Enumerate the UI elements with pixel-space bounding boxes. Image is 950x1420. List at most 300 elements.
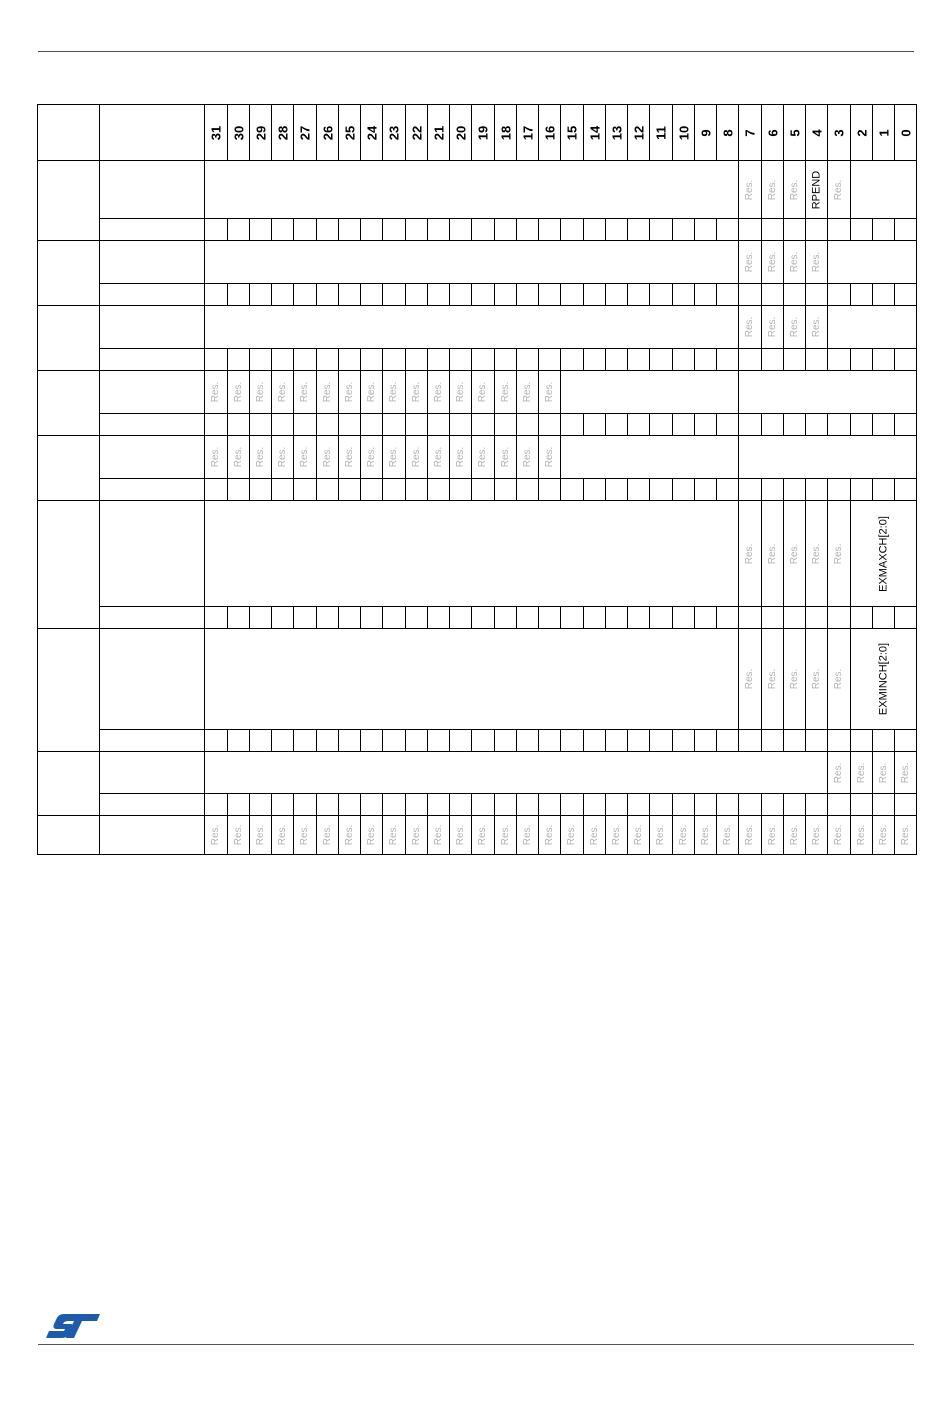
- reset-value-cell: [717, 349, 739, 371]
- register-field-row: [38, 816, 917, 855]
- reset-value-cell: [806, 479, 828, 501]
- unused-field: [205, 752, 828, 794]
- reset-value-cell: [272, 219, 294, 241]
- reserved-label: Res.: [321, 381, 333, 403]
- reserved-label: Res.: [788, 543, 800, 564]
- reset-value-cell: [250, 414, 272, 436]
- reset-value-cell: [828, 414, 851, 436]
- offset-cell: [38, 161, 100, 241]
- reset-value-cell: [450, 414, 472, 436]
- reset-value-cell: [584, 219, 606, 241]
- reserved-label: Res.: [299, 381, 310, 403]
- reset-value-cell: [650, 730, 673, 752]
- reset-value-cell: [361, 284, 383, 306]
- reserved-cell: [561, 816, 584, 855]
- bit-number: 2: [854, 128, 869, 137]
- reset-value-cell: [272, 414, 294, 436]
- rpend-field-label: RPEND: [810, 170, 822, 209]
- register-name-cell: [100, 436, 205, 479]
- reserved-cell: [294, 371, 317, 414]
- reserved-label: Res.: [744, 824, 755, 846]
- reserved-cell: [851, 816, 873, 855]
- reserved-label: Res.: [232, 824, 244, 846]
- reset-value-cell: [650, 479, 673, 501]
- offset-cell: [38, 371, 100, 436]
- reserved-label: Res.: [744, 179, 755, 200]
- reset-value-cell: [406, 607, 428, 629]
- reserved-label: Res.: [833, 179, 844, 200]
- reserved-label: Res.: [454, 446, 466, 468]
- reset-value-cell: [472, 349, 495, 371]
- reset-value-cell: [250, 349, 272, 371]
- reset-value-row: [38, 414, 917, 436]
- reserved-cell: [272, 371, 294, 414]
- reset-value-cell: [495, 284, 517, 306]
- bit-number-cell: [628, 105, 650, 161]
- reset-value-cell: [739, 794, 762, 816]
- reset-value-cell: [472, 414, 495, 436]
- reserved-label: Res.: [543, 381, 555, 403]
- bit-number: 24: [364, 125, 379, 140]
- reserved-cell: [895, 816, 917, 855]
- exmaxch-field-cell: [851, 501, 917, 607]
- reserved-label: Res.: [744, 543, 755, 564]
- reserved-cell: [228, 371, 250, 414]
- reserved-cell: [361, 436, 383, 479]
- reset-value-cell: [383, 794, 406, 816]
- reserved-cell: [628, 816, 650, 855]
- reset-value-cell: [851, 349, 873, 371]
- reset-value-cell: [873, 284, 895, 306]
- reset-value-cell: [495, 479, 517, 501]
- reset-value-cell: [472, 794, 495, 816]
- register-header-cell: [100, 105, 205, 161]
- register-name-cell: [100, 816, 205, 855]
- reset-value-cell: [294, 349, 317, 371]
- reserved-cell: [784, 161, 806, 219]
- reset-value-cell: [851, 607, 873, 629]
- bit-number: 6: [765, 128, 780, 137]
- reserved-label: Res.: [276, 381, 288, 403]
- reset-value-cell: [383, 284, 406, 306]
- reset-value-cell: [339, 349, 361, 371]
- reserved-label: Res.: [744, 668, 755, 690]
- reserved-cell: [762, 501, 784, 607]
- bit-number-cell: [851, 105, 873, 161]
- reset-value-cell: [228, 349, 250, 371]
- reset-value-cell: [851, 414, 873, 436]
- reserved-label: Res.: [766, 668, 778, 690]
- bit-number: 16: [542, 125, 557, 140]
- offset-cell: [38, 629, 100, 752]
- reset-value-cell: [762, 349, 784, 371]
- reset-value-cell: [606, 284, 628, 306]
- reserved-label: Res.: [766, 251, 778, 273]
- reset-value-cell: [228, 607, 250, 629]
- reserved-label: Res.: [788, 251, 800, 273]
- reset-value-cell: [739, 607, 762, 629]
- reset-value-cell: [205, 219, 228, 241]
- register-field-row: [38, 501, 917, 607]
- reset-value-cell: [472, 730, 495, 752]
- reserved-label: Res.: [388, 381, 399, 403]
- reset-value-cell: [673, 794, 695, 816]
- reset-value-cell: [228, 284, 250, 306]
- bit-number: 1: [876, 128, 891, 137]
- bit-number-cell: [539, 105, 561, 161]
- reserved-label: Res.: [477, 824, 488, 846]
- reserved-cell: [762, 241, 784, 284]
- reset-value-cell: [806, 349, 828, 371]
- reset-value-cell: [294, 730, 317, 752]
- bit-number: 8: [720, 128, 735, 137]
- reset-value-cell: [695, 794, 717, 816]
- reserved-label: Res.: [343, 824, 355, 846]
- bit-number: 26: [320, 125, 335, 140]
- reset-value-cell: [272, 607, 294, 629]
- reserved-label: Res.: [321, 446, 333, 468]
- reserved-cell: [762, 306, 784, 349]
- reserved-label: Res.: [810, 543, 822, 564]
- reset-value-cell: [517, 479, 539, 501]
- reset-value-cell: [450, 349, 472, 371]
- reserved-label: Res.: [810, 251, 822, 273]
- reserved-cell: [739, 161, 762, 219]
- reserved-label: Res.: [632, 824, 644, 846]
- unused-field: [205, 629, 739, 730]
- reset-value-row: [38, 730, 917, 752]
- bit-number-cell: [450, 105, 472, 161]
- reset-value-cell: [406, 219, 428, 241]
- reset-value-cell: [561, 479, 584, 501]
- reserved-label: Res.: [477, 381, 488, 403]
- reset-value-cell: [205, 284, 228, 306]
- reset-value-cell: [806, 794, 828, 816]
- reset-value-cell: [383, 349, 406, 371]
- reserved-cell: [428, 371, 450, 414]
- reserved-label: Res.: [877, 762, 889, 783]
- reserved-label: Res.: [454, 381, 466, 403]
- reset-value-cell: [517, 414, 539, 436]
- reset-value-cell: [272, 284, 294, 306]
- reset-value-cell: [762, 730, 784, 752]
- reset-value-cell: [784, 607, 806, 629]
- bit-number: 9: [698, 128, 713, 137]
- reset-value-cell: [250, 219, 272, 241]
- reset-value-cell: [361, 479, 383, 501]
- reserved-cell: [294, 436, 317, 479]
- reserved-cell: [428, 816, 450, 855]
- reserved-label: Res.: [410, 824, 422, 846]
- reserved-cell: [317, 436, 339, 479]
- reset-value-cell: [873, 794, 895, 816]
- reset-value-cell: [695, 479, 717, 501]
- reserved-cell: [584, 816, 606, 855]
- reserved-cell: [428, 436, 450, 479]
- reset-value-cell: [828, 607, 851, 629]
- reset-value-row: [38, 607, 917, 629]
- bit-number-cell: [428, 105, 450, 161]
- reserved-label: Res.: [833, 762, 844, 783]
- reserved-label: Res.: [210, 381, 221, 403]
- reset-value-cell: [695, 607, 717, 629]
- bit-number-cell: [339, 105, 361, 161]
- reserved-cell: [472, 436, 495, 479]
- bit-number: 11: [653, 125, 669, 140]
- field-cell: [851, 161, 917, 219]
- bit-number-cell: [228, 105, 250, 161]
- reset-value-cell: [272, 794, 294, 816]
- bit-number-cell: [739, 105, 762, 161]
- reset-value-cell: [895, 607, 917, 629]
- reset-value-cell: [406, 730, 428, 752]
- reserved-label: Res.: [766, 179, 778, 200]
- reset-value-cell: [406, 479, 428, 501]
- reset-value-cell: [628, 414, 650, 436]
- reserved-label: Res.: [454, 824, 466, 846]
- bit-number-cell: [205, 105, 228, 161]
- reset-value-cell: [606, 607, 628, 629]
- reserved-cell: [784, 241, 806, 284]
- reset-value-cell: [428, 794, 450, 816]
- offset-header-cell: [38, 105, 100, 161]
- reserved-label: Res.: [833, 668, 844, 690]
- reserved-label: Res.: [499, 446, 511, 468]
- register-field-row: [38, 241, 917, 284]
- reserved-cell: [806, 629, 828, 730]
- reserved-label: Res.: [410, 446, 422, 468]
- reset-value-cell: [428, 479, 450, 501]
- reserved-label: Res.: [877, 824, 889, 846]
- reset-value-cell: [361, 794, 383, 816]
- reset-value-cell: [450, 284, 472, 306]
- reserved-cell: [828, 816, 851, 855]
- reset-value-cell: [294, 794, 317, 816]
- reserved-cell: [762, 629, 784, 730]
- reset-value-row: [38, 794, 917, 816]
- register-name-cell: [100, 371, 205, 414]
- reserved-cell: [806, 306, 828, 349]
- field-cell: [561, 371, 739, 414]
- reset-value-cell: [205, 414, 228, 436]
- reset-value-cell: [762, 794, 784, 816]
- bit-number-cell: [472, 105, 495, 161]
- reset-value-cell: [406, 414, 428, 436]
- reset-value-cell: [450, 219, 472, 241]
- reserved-label: Res.: [232, 381, 244, 403]
- reset-value-cell: [628, 284, 650, 306]
- reset-value-cell: [717, 284, 739, 306]
- bit-number-cell: [383, 105, 406, 161]
- reserved-label: Res.: [543, 446, 555, 468]
- reset-value-cell: [450, 730, 472, 752]
- reset-value-cell: [428, 219, 450, 241]
- reserved-label: Res.: [655, 824, 666, 846]
- bit-number-cell: [294, 105, 317, 161]
- reset-value-cell: [250, 284, 272, 306]
- reset-value-cell: [828, 219, 851, 241]
- reset-value-cell: [762, 284, 784, 306]
- reset-value-cell: [561, 730, 584, 752]
- reset-value-cell: [739, 730, 762, 752]
- reset-value-cell: [762, 219, 784, 241]
- reserved-cell: [250, 371, 272, 414]
- reset-value-cell: [873, 414, 895, 436]
- reserved-label: Res.: [788, 179, 800, 200]
- reset-value-cell: [628, 479, 650, 501]
- reset-label-cell: [100, 284, 205, 306]
- reset-value-cell: [650, 349, 673, 371]
- bit-number: 31: [208, 125, 224, 140]
- reset-value-cell: [317, 414, 339, 436]
- reset-value-cell: [873, 349, 895, 371]
- reset-value-cell: [739, 479, 762, 501]
- reserved-label: Res.: [766, 316, 778, 338]
- bit-number: 14: [587, 125, 602, 140]
- reset-value-cell: [205, 349, 228, 371]
- reset-value-cell: [539, 414, 561, 436]
- bit-number-cell: [650, 105, 673, 161]
- reserved-cell: [806, 816, 828, 855]
- reserved-cell: [539, 816, 561, 855]
- reserved-cell: [739, 306, 762, 349]
- bit-number: 18: [498, 125, 513, 140]
- reset-label-cell: [100, 219, 205, 241]
- reset-value-cell: [717, 479, 739, 501]
- reset-value-cell: [650, 607, 673, 629]
- reserved-cell: [739, 629, 762, 730]
- reset-value-cell: [584, 730, 606, 752]
- offset-cell: [38, 752, 100, 816]
- reserved-cell: [472, 371, 495, 414]
- reset-label-cell: [100, 414, 205, 436]
- reset-value-cell: [339, 414, 361, 436]
- offset-cell: [38, 436, 100, 501]
- reset-value-cell: [205, 607, 228, 629]
- exmaxch-field-label: EXMAXCH[2:0]: [877, 515, 889, 592]
- reserved-cell: [650, 816, 673, 855]
- reserved-label: Res.: [699, 824, 711, 846]
- register-field-row: [38, 161, 917, 219]
- reserved-label: Res.: [276, 824, 288, 846]
- reset-value-cell: [739, 219, 762, 241]
- reserved-cell: [294, 816, 317, 855]
- reserved-label: Res.: [721, 824, 733, 846]
- reserved-cell: [517, 371, 539, 414]
- reserved-cell: [806, 241, 828, 284]
- reset-label-cell: [100, 479, 205, 501]
- reset-value-cell: [317, 349, 339, 371]
- reset-value-cell: [584, 479, 606, 501]
- reset-value-cell: [784, 349, 806, 371]
- reset-value-cell: [495, 414, 517, 436]
- reset-value-cell: [717, 607, 739, 629]
- reset-value-cell: [517, 607, 539, 629]
- reset-value-cell: [561, 414, 584, 436]
- reset-value-cell: [650, 284, 673, 306]
- reset-value-cell: [205, 479, 228, 501]
- bit-number-cell: [784, 105, 806, 161]
- reset-value-cell: [495, 219, 517, 241]
- bit-number: 23: [386, 125, 402, 140]
- reset-value-cell: [628, 219, 650, 241]
- reset-value-cell: [406, 794, 428, 816]
- reserved-label: Res.: [588, 824, 600, 846]
- reserved-cell: [406, 436, 428, 479]
- reserved-label: Res.: [899, 824, 911, 846]
- reset-value-cell: [539, 607, 561, 629]
- reset-value-cell: [673, 284, 695, 306]
- reset-value-cell: [228, 479, 250, 501]
- reset-value-cell: [539, 730, 561, 752]
- reserved-cell: [717, 816, 739, 855]
- reserved-label: Res.: [788, 316, 800, 338]
- reserved-cell: [517, 436, 539, 479]
- reset-value-cell: [695, 219, 717, 241]
- reset-value-cell: [895, 349, 917, 371]
- reserved-label: Res.: [810, 316, 822, 338]
- reset-value-cell: [517, 794, 539, 816]
- reset-value-cell: [606, 794, 628, 816]
- bit-number-cell: [717, 105, 739, 161]
- reset-value-cell: [250, 730, 272, 752]
- reserved-cell: [317, 371, 339, 414]
- reset-value-cell: [428, 607, 450, 629]
- reset-value-cell: [784, 479, 806, 501]
- reset-label-cell: [100, 349, 205, 371]
- reset-value-cell: [828, 349, 851, 371]
- reserved-cell: [272, 816, 294, 855]
- reserved-cell: [828, 161, 851, 219]
- reserved-cell: [361, 816, 383, 855]
- reset-value-cell: [517, 284, 539, 306]
- reserved-label: Res.: [566, 824, 577, 846]
- reset-value-row: [38, 219, 917, 241]
- offset-cell: [38, 241, 100, 306]
- bit-number: 17: [520, 125, 535, 140]
- reset-value-cell: [294, 479, 317, 501]
- bit-number-cell: [873, 105, 895, 161]
- bit-number: 3: [831, 128, 847, 137]
- reset-value-cell: [695, 284, 717, 306]
- reserved-cell: [784, 306, 806, 349]
- reset-value-cell: [695, 414, 717, 436]
- reserved-label: Res.: [299, 446, 310, 468]
- reset-value-cell: [650, 794, 673, 816]
- bit-number: 15: [564, 125, 580, 140]
- reset-value-cell: [339, 284, 361, 306]
- reset-value-cell: [873, 607, 895, 629]
- bit-number-cell: [895, 105, 917, 161]
- reset-value-cell: [851, 794, 873, 816]
- reset-value-cell: [495, 349, 517, 371]
- reset-value-cell: [517, 730, 539, 752]
- reset-value-row: [38, 349, 917, 371]
- reset-value-cell: [762, 607, 784, 629]
- reset-value-cell: [806, 219, 828, 241]
- reset-value-cell: [450, 794, 472, 816]
- reset-value-cell: [272, 349, 294, 371]
- reset-value-cell: [294, 607, 317, 629]
- reserved-cell: [450, 436, 472, 479]
- reset-value-cell: [695, 349, 717, 371]
- reset-value-cell: [228, 730, 250, 752]
- reserved-label: Res.: [365, 824, 377, 846]
- bit-number-cell: [762, 105, 784, 161]
- reset-value-cell: [806, 607, 828, 629]
- reserved-cell: [205, 436, 228, 479]
- bit-number-cell: [584, 105, 606, 161]
